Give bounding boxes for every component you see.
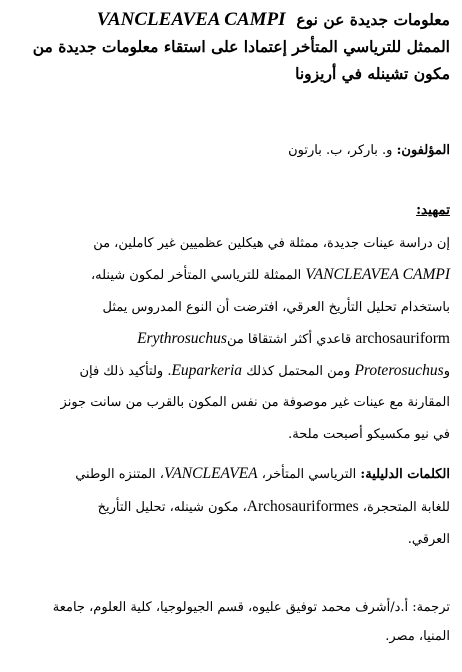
abstract-line: في نيو مكسيكو أصبحت ملحة. — [288, 426, 450, 442]
clade-name: archosauriform — [355, 329, 450, 347]
genus-name: VANCLEAVEA — [163, 465, 258, 482]
abstract-line: إن دراسة عينات جديدة، ممثلة في هيكلين عظميين غير كاملين، من — [93, 236, 450, 251]
keywords-line: للغابة المتحجرة، Archosauriformes، مكون شينله، تحليل التأريخ — [97, 498, 450, 515]
abstract-line: VANCLEAVEA CAMPI الممثلة للترياسي المتأخر لمكون شينله، — [90, 266, 450, 284]
abstract-line: archosauriform قاعدي أكثر اشتقاقا منErythrosuchus — [137, 329, 450, 347]
title-line-3: مكون تشينله في أريزونا — [295, 64, 450, 83]
genus-name: Euparkeria — [171, 362, 243, 380]
translator-line: المنيا، مصر. — [385, 629, 450, 644]
translator-line: ترجمة: أ.د/أشرف محمد توفيق عليوه، قسم الجيولوجيا، كلية العلوم، جامعة — [52, 600, 450, 615]
title-line-2: الممثل للترياسي المتأخر إعتمادا على استقاء معلومات جديدة من — [32, 37, 450, 56]
clade-name: Archosauriformes — [246, 498, 359, 515]
title-line-1 — [10, 6, 450, 33]
authors-names: و. باركر، ب. بارتون — [288, 143, 393, 158]
genus-name: Erythrosuchus — [137, 329, 227, 347]
abstract-line: باستخدام تحليل التأريخ العرقي، افترضت أن النوع المدروس يمثل — [102, 299, 450, 315]
authors-line — [10, 141, 450, 161]
title-prefix: معلومات جديدة عن نوع — [296, 10, 450, 29]
abstract-line: وProterosuchus ومن المحتمل كذلك Euparkeria. ولتأكيد ذلك فإن — [79, 362, 450, 380]
keywords-label: الكلمات الدليلية: — [360, 467, 450, 482]
translator-label: ترجمة: — [412, 600, 450, 615]
intro-heading: تمهيد: — [416, 202, 450, 218]
abstract-line: المقارنة مع عينات غير موصوفة من نفس المكون بالقرب من سانت جونز — [60, 395, 450, 411]
authors-label: المؤلفون: — [396, 143, 450, 158]
genus-name: Proterosuchus — [354, 362, 444, 380]
title-species-name: VANCLEAVEA CAMPI — [96, 9, 286, 30]
translator-block — [10, 593, 450, 651]
keywords-line: الكلمات الدليلية: الترياسي المتأخر، VANCLEAVEA، المتنزه الوطني — [75, 465, 450, 482]
species-name: VANCLEAVEA CAMPI — [305, 266, 450, 284]
keywords-line: العرقي. — [407, 532, 450, 547]
article-title — [10, 6, 450, 87]
keywords-block — [10, 458, 450, 556]
abstract-text — [10, 228, 450, 450]
